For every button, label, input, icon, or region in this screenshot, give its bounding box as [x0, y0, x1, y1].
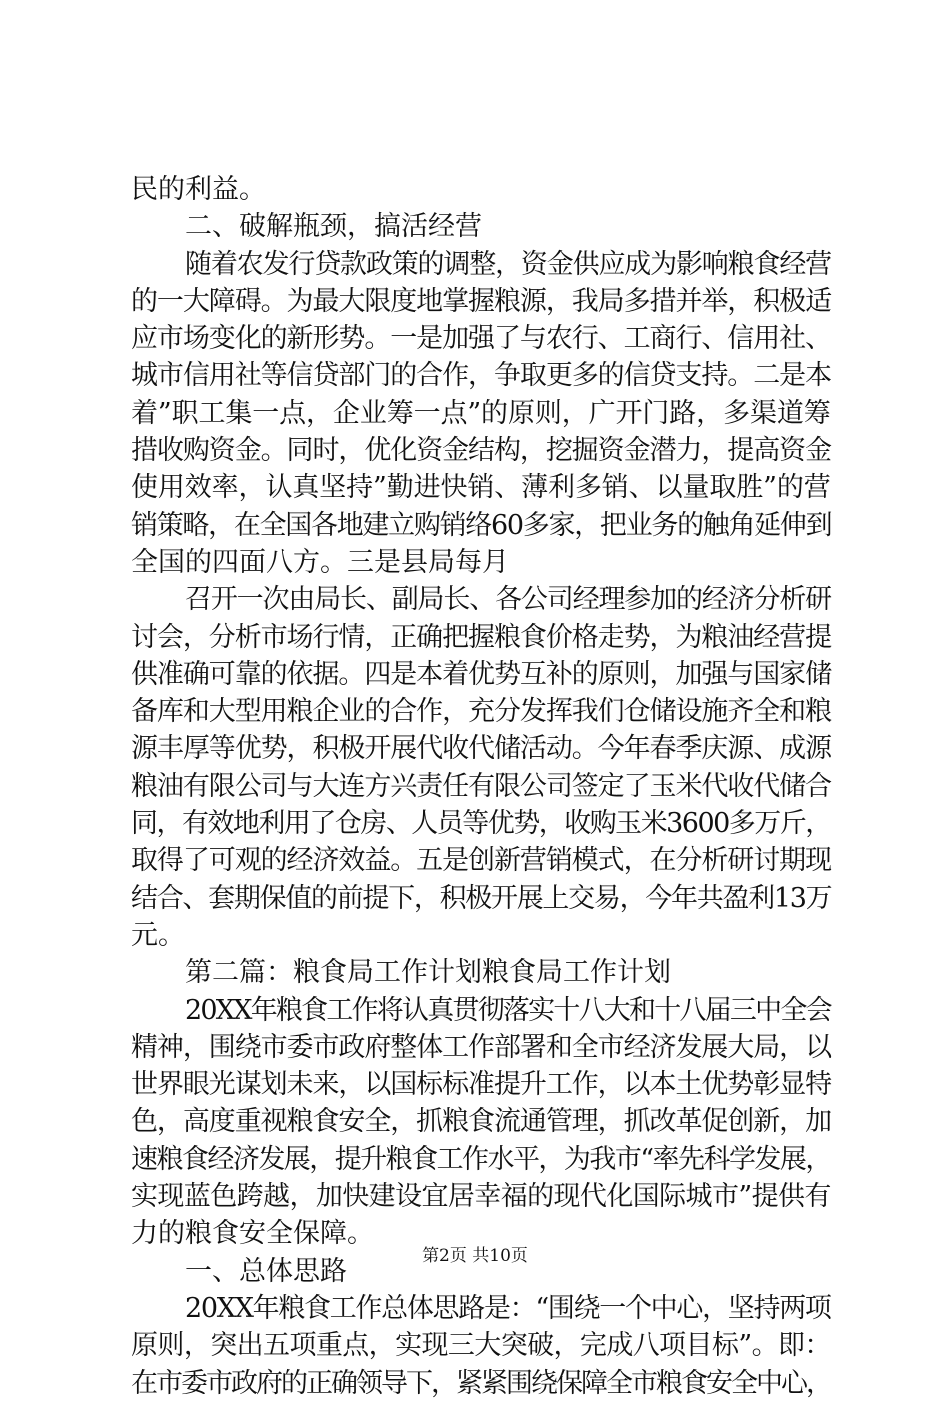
- text-line: 讨会，分析市场行情，正确把握粮食价格走势，为粮油经营提: [131, 621, 831, 653]
- text-line: 备库和大型用粮企业的合作，充分发挥我们仓储设施齐全和粮: [131, 696, 831, 728]
- text-line: 源丰厚等优势，积极开展代收代储活动。今年春季庆源、成源: [131, 733, 831, 765]
- text-line: 速粮食经济发展，提升粮食工作水平，为我市“率先科学发展，: [131, 1143, 831, 1175]
- text-line: 措收购资金。同时，优化资金结构，挖掘资金潜力，提高资金: [131, 435, 831, 467]
- text-line: 销策略，在全国各地建立购销络60多家，把业务的触角延伸到: [131, 509, 832, 541]
- text-line: 实现蓝色跨越，加快建设宜居幸福的现代化国际城市”提供有: [131, 1181, 831, 1213]
- text-line: 的一大障碍。为最大限度地掌握粮源，我局多措并举，积极适: [131, 285, 831, 317]
- text-line: 同，有效地利用了仓房、人员等优势，收购玉米3600多万斤，: [131, 808, 831, 840]
- text-line: 20XX年粮食工作总体思路是：“围绕一个中心，坚持两项: [185, 1292, 831, 1324]
- text-line: 民的利益。: [131, 174, 266, 205]
- text-line: 元。: [131, 919, 185, 951]
- text-line: 原则，突出五项重点，实现三大突破，完成八项目标”。即：: [131, 1330, 831, 1362]
- page-footer: 第2页 共10页: [422, 1246, 528, 1266]
- text-line: 力的粮食安全保障。: [131, 1218, 374, 1250]
- text-line: 结合、套期保值的前提下，积极开展上交易，今年共盈利13万: [131, 882, 832, 914]
- text-line: 使用效率，认真坚持”勤进快销、薄利多销、以量取胜”的营: [131, 472, 831, 504]
- text-line: 第二篇：粮食局工作计划粮食局工作计划: [185, 957, 671, 989]
- text-line: 二、破解瓶颈，搞活经营: [185, 211, 482, 243]
- text-line: 供准确可靠的依据。四是本着优势互补的原则，加强与国家储: [131, 658, 831, 690]
- text-line: 世界眼光谋划未来，以国标标准提升工作，以本土优势彰显特: [131, 1069, 831, 1101]
- text-line: 城市信用社等信贷部门的合作，争取更多的信贷支持。二是本: [131, 360, 831, 392]
- text-line: 粮油有限公司与大连方兴责任有限公司签定了玉米代收代储合: [131, 770, 831, 802]
- text-line: 一、总体思路: [185, 1255, 347, 1287]
- text-line: 在市委市政府的正确领导下，紧紧围绕保障全市粮食安全中心，: [131, 1367, 831, 1399]
- text-line: 精神，围绕市委市政府整体工作部署和全市经济发展大局，以: [131, 1031, 831, 1063]
- text-line: 随着农发行贷款政策的调整，资金供应成为影响粮食经营: [185, 248, 831, 280]
- text-line: 色，高度重视粮食安全，抓粮食流通管理，抓改革促创新，加: [131, 1106, 831, 1138]
- text-line: 20XX年粮食工作将认真贯彻落实十八大和十八届三中全会: [185, 994, 831, 1026]
- text-line: 着”职工集一点，企业筹一点”的原则，广开门路，多渠道筹: [131, 397, 831, 429]
- text-line: 应市场变化的新形势。一是加强了与农行、工商行、信用社、: [131, 323, 831, 355]
- document-body: [131, 171, 831, 1402]
- text-line: 全国的四面八方。三是县局每月: [131, 546, 509, 578]
- text-line: 召开一次由局长、副局长、各公司经理参加的经济分析研: [185, 584, 831, 616]
- text-line: 取得了可观的经济效益。五是创新营销模式，在分析研讨期现: [131, 845, 831, 877]
